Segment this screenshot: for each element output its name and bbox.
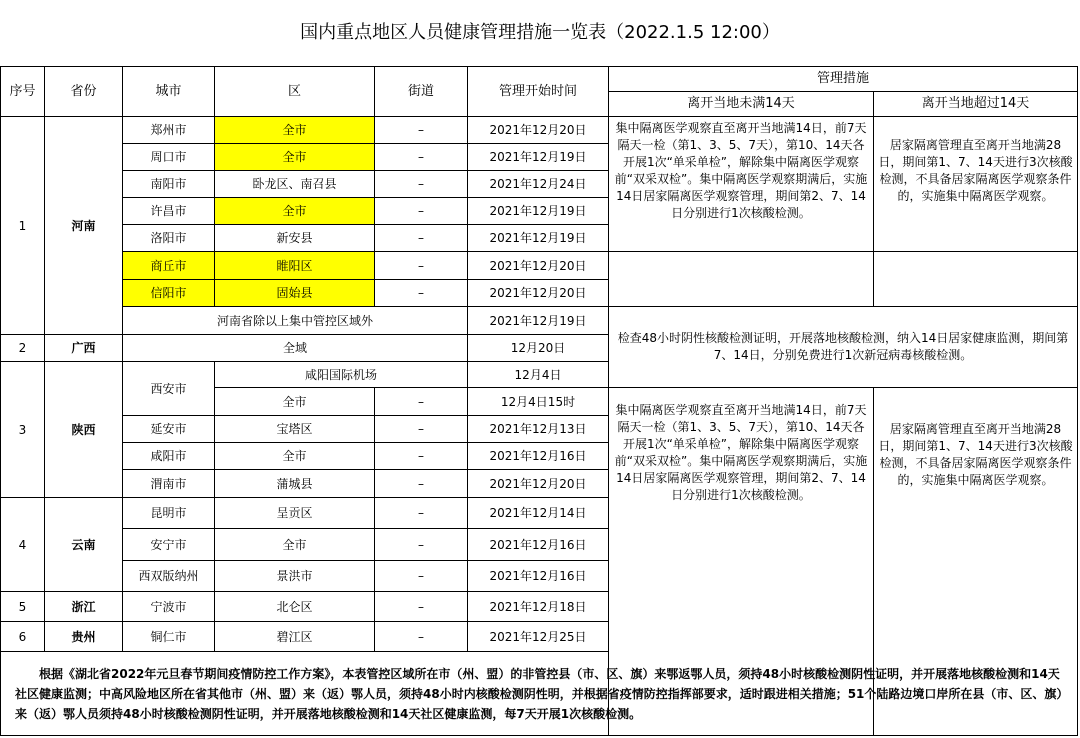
header-city: 城市 [123,67,215,117]
province-cell: 广西 [45,335,123,362]
header-lt14: 离开当地未满14天 [609,92,874,117]
time-cell: 2021年12月20日 [468,470,609,498]
city-cell: 郑州市 [123,117,215,144]
district-cell: 卧龙区、南召县 [215,171,375,198]
time-cell: 2021年12月16日 [468,561,609,592]
city-cell: 南阳市 [123,171,215,198]
city-cell: 许昌市 [123,198,215,225]
table-row [1,652,1078,736]
area-cell: 全域 [123,335,468,362]
seq-cell: 3 [1,362,45,498]
measure-lt14-cell: 集中隔离医学观察直至离开当地满14日，前7天隔天一检（第1、3、5、7天），第10、14天各开展1次“单采单检”，解除集中隔离医学观察前“双采双检”。集中隔离医学观察期满后，实施14日居家隔离医学观察管理，期间第2、7、14日分别进行1次核酸检测。 [609,117,874,252]
measure-gt14-cell: 居家隔离管理直至离开当地满28日，期间第1、7、14天进行3次核酸检测，不具备居家隔离医学观察条件的，实施集中隔离医学观察。 [874,388,1078,736]
blank-cell [874,252,1078,307]
district-cell: 新安县 [215,225,375,252]
measure-lt14-cell: 集中隔离医学观察直至离开当地满14日，前7天隔天一检（第1、3、5、7天），第10、14天各开展1次“单采单检”，解除集中隔离医学观察前“双采双检”。集中隔离医学观察期满后，实施14日居家隔离医学观察管理，期间第2、7、14日分别进行1次核酸检测。 [609,388,874,736]
district-cell: 固始县 [215,280,375,307]
seq-cell: 6 [1,622,45,652]
street-cell: – [375,443,468,470]
city-cell: 安宁市 [123,529,215,561]
district-cell: 北仑区 [215,592,375,622]
time-cell: 2021年12月16日 [468,443,609,470]
city-cell: 渭南市 [123,470,215,498]
header-gt14: 离开当地超过14天 [874,92,1078,117]
header-province: 省份 [45,67,123,117]
province-cell: 河南 [45,117,123,335]
time-cell: 2021年12月20日 [468,117,609,144]
table-row [1,307,1078,335]
city-cell: 铜仁市 [123,622,215,652]
time-cell: 2021年12月19日 [468,198,609,225]
street-cell: – [375,622,468,652]
table-row [1,252,1078,280]
district-cell: 全市 [215,144,375,171]
seq-cell: 1 [1,117,45,335]
time-cell: 12月20日 [468,335,609,362]
city-cell: 昆明市 [123,498,215,529]
district-cell: 全市 [215,443,375,470]
footnote: 根据《湖北省2022年元旦春节期间疫情防控工作方案》，本表管控区域所在市（州、盟）的非管控县（市、区、旗）来鄂返鄂人员，须持48小时核酸检测阴性证明，并开展落地核酸检测和14天社区健康监测；中高风险地区所在省其他市（州、盟）来（返）鄂人员，须持48小时内核酸检测阴性明，并根据省疫情防控指挥部要求，适时跟进相关措施；51个陆路边境口岸所在县（市、区、旗）来（返）鄂人员须持48小时核酸检测阴性证明，并开展落地核酸检测和14天社区健康监测，每7天开展1次核酸检测。 [1,652,1078,736]
city-cell: 西双版纳州 [123,561,215,592]
time-cell: 2021年12月14日 [468,498,609,529]
street-cell: – [375,117,468,144]
time-cell: 12月4日 [468,362,609,388]
district-cell: 蒲城县 [215,470,375,498]
measure-gt14-cell: 居家隔离管理直至离开当地满28日，期间第1、7、14天进行3次核酸检测，不具备居家隔离医学观察条件的，实施集中隔离医学观察。 [874,117,1078,252]
district-cell: 呈贡区 [215,498,375,529]
time-cell: 2021年12月20日 [468,252,609,280]
health-measures-table [0,66,1078,736]
street-cell: – [375,529,468,561]
street-cell: – [375,470,468,498]
page-title: 国内重点地区人员健康管理措施一览表（2022.1.5 12:00） [300,22,780,43]
street-cell: – [375,144,468,171]
header-district: 区 [215,67,375,117]
blank-cell [609,252,874,307]
street-cell: – [375,171,468,198]
street-cell: – [375,592,468,622]
province-cell: 云南 [45,498,123,592]
district-cell: 碧江区 [215,622,375,652]
city-cell: 咸阳市 [123,443,215,470]
city-cell: 洛阳市 [123,225,215,252]
header-start-time: 管理开始时间 [468,67,609,117]
district-cell: 全市 [215,117,375,144]
province-cell: 陕西 [45,362,123,498]
seq-cell: 5 [1,592,45,622]
city-cell: 西安市 [123,362,215,416]
header-seq: 序号 [1,67,45,117]
district-cell: 景洪市 [215,561,375,592]
province-cell: 浙江 [45,592,123,622]
header-street: 街道 [375,67,468,117]
district-cell: 全市 [215,198,375,225]
time-cell: 2021年12月19日 [468,307,609,335]
city-cell: 周口市 [123,144,215,171]
street-cell: – [375,561,468,592]
district-cell: 宝塔区 [215,416,375,443]
city-cell: 延安市 [123,416,215,443]
street-cell: – [375,198,468,225]
time-cell: 12月4日15时 [468,388,609,416]
street-cell: – [375,388,468,416]
time-cell: 2021年12月16日 [468,529,609,561]
street-cell: – [375,252,468,280]
table-row [1,117,1078,144]
time-cell: 2021年12月25日 [468,622,609,652]
district-cell: 睢阳区 [215,252,375,280]
district-cell: 全市 [215,388,375,416]
time-cell: 2021年12月19日 [468,225,609,252]
province-cell: 贵州 [45,622,123,652]
city-cell: 宁波市 [123,592,215,622]
time-cell: 2021年12月19日 [468,144,609,171]
header-measures: 管理措施 [609,67,1078,92]
time-cell: 2021年12月18日 [468,592,609,622]
street-cell: – [375,498,468,529]
street-cell: – [375,225,468,252]
city-cell: 商丘市 [123,252,215,280]
city-cell: 信阳市 [123,280,215,307]
street-cell: – [375,416,468,443]
time-cell: 2021年12月13日 [468,416,609,443]
district-cell: 全市 [215,529,375,561]
measure-outside-cell: 检查48小时阴性核酸检测证明，开展落地核酸检测，纳入14日居家健康监测，期间第7、14日，分别免费进行1次新冠病毒核酸检测。 [609,307,1078,388]
seq-cell: 2 [1,335,45,362]
time-cell: 2021年12月20日 [468,280,609,307]
outside-area-cell: 河南省除以上集中管控区域外 [123,307,468,335]
time-cell: 2021年12月24日 [468,171,609,198]
district-cell: 咸阳国际机场 [215,362,468,388]
seq-cell: 4 [1,498,45,592]
street-cell: – [375,280,468,307]
